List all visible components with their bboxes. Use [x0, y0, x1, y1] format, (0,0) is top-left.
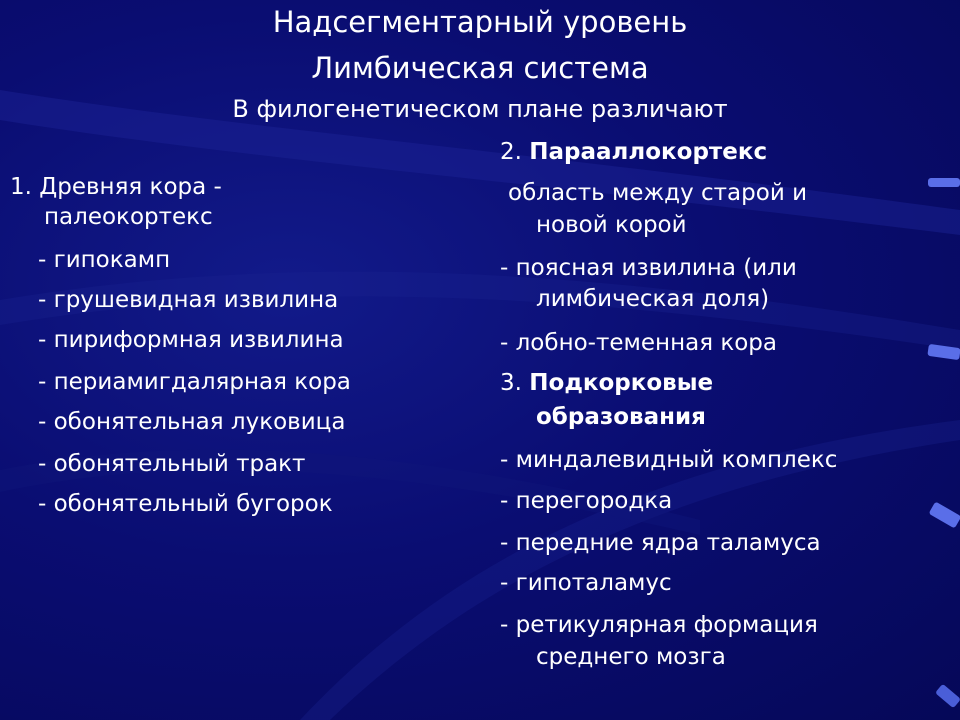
- left-list-item: - грушевидная извилина: [38, 287, 339, 313]
- slide-title-line1: Надсегментарный уровень: [272, 5, 688, 39]
- right-list-item: - перегородка: [500, 488, 673, 514]
- right-list-item: - передние ядра таламуса: [500, 530, 821, 556]
- right-list-item: - гипоталамус: [500, 570, 672, 596]
- section-2-heading: [500, 137, 767, 167]
- left-list-item: - обонятельный тракт: [38, 451, 306, 477]
- slide-title-line2: Лимбическая система: [311, 51, 649, 85]
- left-heading-line1: 1. Древняя кора -: [10, 174, 222, 200]
- left-list-item: - пириформная извилина: [38, 327, 344, 353]
- right-list-item-cont: лимбическая доля): [536, 286, 770, 312]
- section-3-heading: [500, 368, 713, 398]
- section-2-desc-line2: новой корой: [536, 212, 687, 238]
- left-list-item: - периамигдалярная кора: [38, 369, 351, 395]
- right-list-item: - миндалевидный комплекс: [500, 447, 838, 473]
- left-list-item: - обонятельная луковица: [38, 409, 346, 435]
- section-3-number: 3.: [500, 370, 522, 396]
- section-2-desc-line1: область между старой и: [508, 180, 808, 206]
- left-heading-line2: палеокортекс: [44, 204, 213, 230]
- right-list-item: - ретикулярная формация: [500, 612, 818, 638]
- slide-subtitle: В филогенетическом плане различают: [232, 95, 728, 123]
- left-list-item: - гипокамп: [38, 247, 171, 273]
- section-3-title-line1: Подкорковые: [529, 370, 714, 396]
- section-3-title-line2: образования: [536, 404, 706, 430]
- left-list-item: - обонятельный бугорок: [38, 491, 333, 517]
- right-list-item: - поясная извилина (или: [500, 255, 797, 281]
- section-2-title: Парааллокортекс: [529, 139, 768, 165]
- section-2-number: 2.: [500, 139, 522, 165]
- right-list-item-cont: среднего мозга: [536, 644, 726, 670]
- right-list-item: - лобно-теменная кора: [500, 330, 777, 356]
